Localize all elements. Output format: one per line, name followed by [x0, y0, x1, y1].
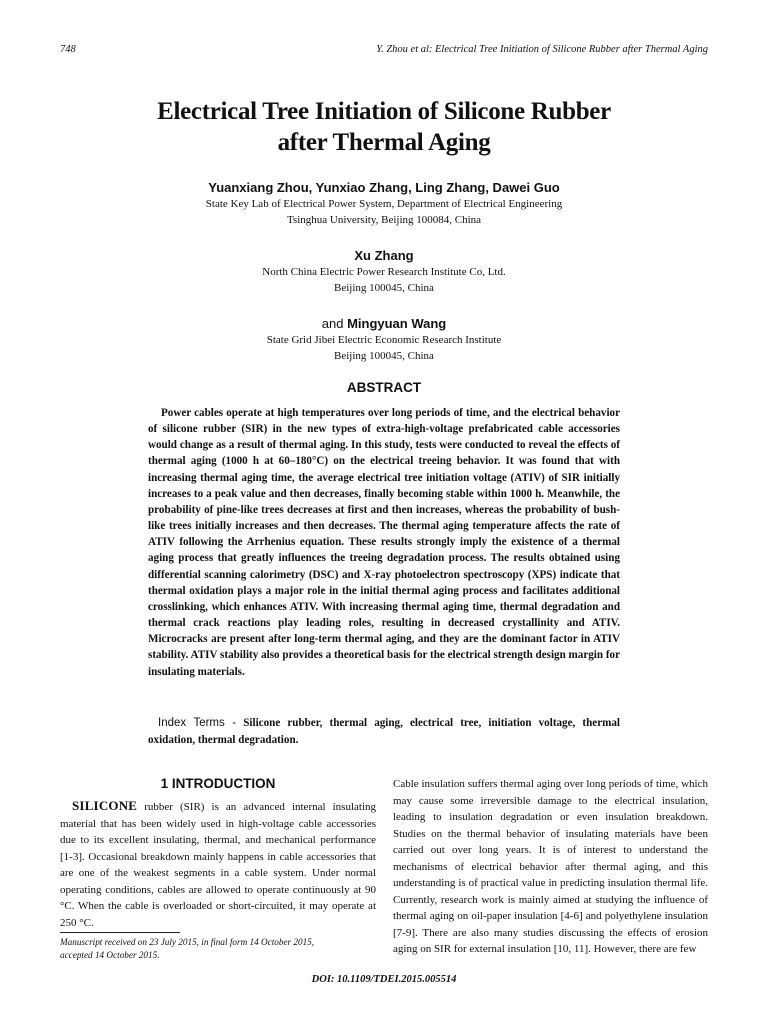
index-terms-label: Index Terms -: [158, 717, 237, 729]
left-column: [60, 776, 376, 931]
affiliation-3: [60, 332, 708, 364]
running-header: [60, 44, 708, 60]
affiliation-1-line-1: State Key Lab of Electrical Power System, Department of Electrical Engineering: [205, 198, 563, 210]
affiliation-3-line-2: Beijing 100045, China: [334, 350, 434, 362]
intro-paragraph-left: [60, 798, 376, 931]
paper-title: [60, 96, 708, 158]
author-names-2: Xu Zhang: [354, 248, 414, 263]
author-names-3: [60, 316, 708, 332]
footnote-line-2: accepted 14 October 2015.: [60, 949, 160, 960]
index-terms: [148, 715, 620, 748]
right-column: [393, 776, 708, 958]
affiliation-2: [60, 264, 708, 296]
affiliation-3-line-1: State Grid Jibei Electric Economic Research Institute: [266, 334, 502, 346]
doi: DOI: 10.1109/TDEI.2015.005514: [311, 974, 457, 985]
affiliation-1-line-2: Tsinghua University, Beijing 100084, China: [286, 214, 482, 226]
author-name-3: Mingyuan Wang: [347, 316, 447, 331]
author-group-2: [60, 248, 708, 296]
author-group-1: [60, 180, 708, 228]
intro-paragraph-right: Cable insulation suffers thermal aging over long periods of time, which may cause some irreversible damage to the electrical insulation, leading to insulation degradation or even insulation breakdown. Studies on the thermal behavior of insulating materials have been carried out over long years. It is of interest to understand the mechanisms of electrical behavior after thermal aging, and this understanding is of practical value in predicting insulation thermal life. Currently, research work is mainly aimed at studying the influence of thermal aging on oil-paper insulation [4-6] and polyethylene insulation [7-9]. There are also many studies discussing the effects of erosion aging on SIR for external insulation [10, 11]. However, there are few: [393, 778, 708, 955]
abstract-body: [148, 405, 620, 680]
intro-left-text: rubber (SIR) is an advanced internal insulating material that has been widely used in high-voltage cable accessories due to its excellent insulating, thermal, and mechanical performance [1-3]. Occasional breakdown mainly happens in cable accessories that are one of the weakest segments in a cable system. Under normal operating conditions, cables are allowed to operate continuously at 90 °C. When the cable is overloaded or short-circuited, it may operate at 250 °C.: [60, 801, 376, 929]
title-line-1: Electrical Tree Initiation of Silicone Rubber: [157, 98, 611, 125]
lead-word: SILICONE: [72, 798, 138, 813]
and-word: and: [321, 316, 344, 331]
index-terms-text: Silicone rubber, thermal aging, electrical tree, initiation voltage, thermal oxidation, thermal degradation.: [148, 717, 620, 746]
title-line-2: after Thermal Aging: [277, 129, 491, 156]
section-heading-introduction: 1 INTRODUCTION: [160, 776, 276, 791]
page-number: 748: [60, 44, 76, 55]
footnote: [60, 936, 376, 961]
footnote-rule: [60, 932, 180, 933]
affiliation-1: [60, 196, 708, 228]
running-title: Y. Zhou et al: Electrical Tree Initiation of Silicone Rubber after Thermal Aging: [376, 44, 708, 55]
affiliation-2-line-2: Beijing 100045, China: [334, 282, 434, 294]
abstract-text: Power cables operate at high temperatures over long periods of time, and the electrical behavior of silicone rubber (SIR) in the new types of extra-high-voltage prefabricated cable accessories would change as a result of thermal aging. In this study, tests were conducted to reveal the effects of thermal aging (1000 h at 60–180°C) on the electrical treeing behavior. It was found that with increasing thermal aging time, the average electrical tree initiation voltage (ATIV) of SIR initially increases to a peak value and then decreases, finally becoming stable within 1000 h. Meanwhile, the probability of pine-like trees decreases at first and then increases, whereas the probability of bush-like trees initially increases and then decreases. The thermal aging temperature affects the rate of ATIV following the Arrhenius equation. These results strongly imply the existence of a thermal aging process that greatly influences the treeing degradation process. The results obtained using differential scanning calorimetry (DSC) and X-ray photoelectron spectroscopy (XPS) indicate that thermal oxidation plays a major role in the initial thermal aging process and facilitates additional crosslinking, which enhances ATIV. With increasing thermal aging time, thermal degradation and thermal crack reactions play leading roles, resulting in decreased crystallinity and ATIV. Microcracks are present after long-term thermal aging, and they are the dominant factor in ATIV stability. ATIV stability also provides a theoretical basis for the electrical strength design margin for insulating materials.: [148, 407, 620, 678]
author-names-1: Yuanxiang Zhou, Yunxiao Zhang, Ling Zhang, Dawei Guo: [208, 180, 560, 195]
author-group-3: [60, 316, 708, 364]
footnote-line-1: Manuscript received on 23 July 2015, in final form 14 October 2015,: [60, 937, 315, 947]
affiliation-2-line-1: North China Electric Power Research Institute Co, Ltd.: [262, 266, 506, 278]
abstract-heading: ABSTRACT: [346, 380, 422, 395]
